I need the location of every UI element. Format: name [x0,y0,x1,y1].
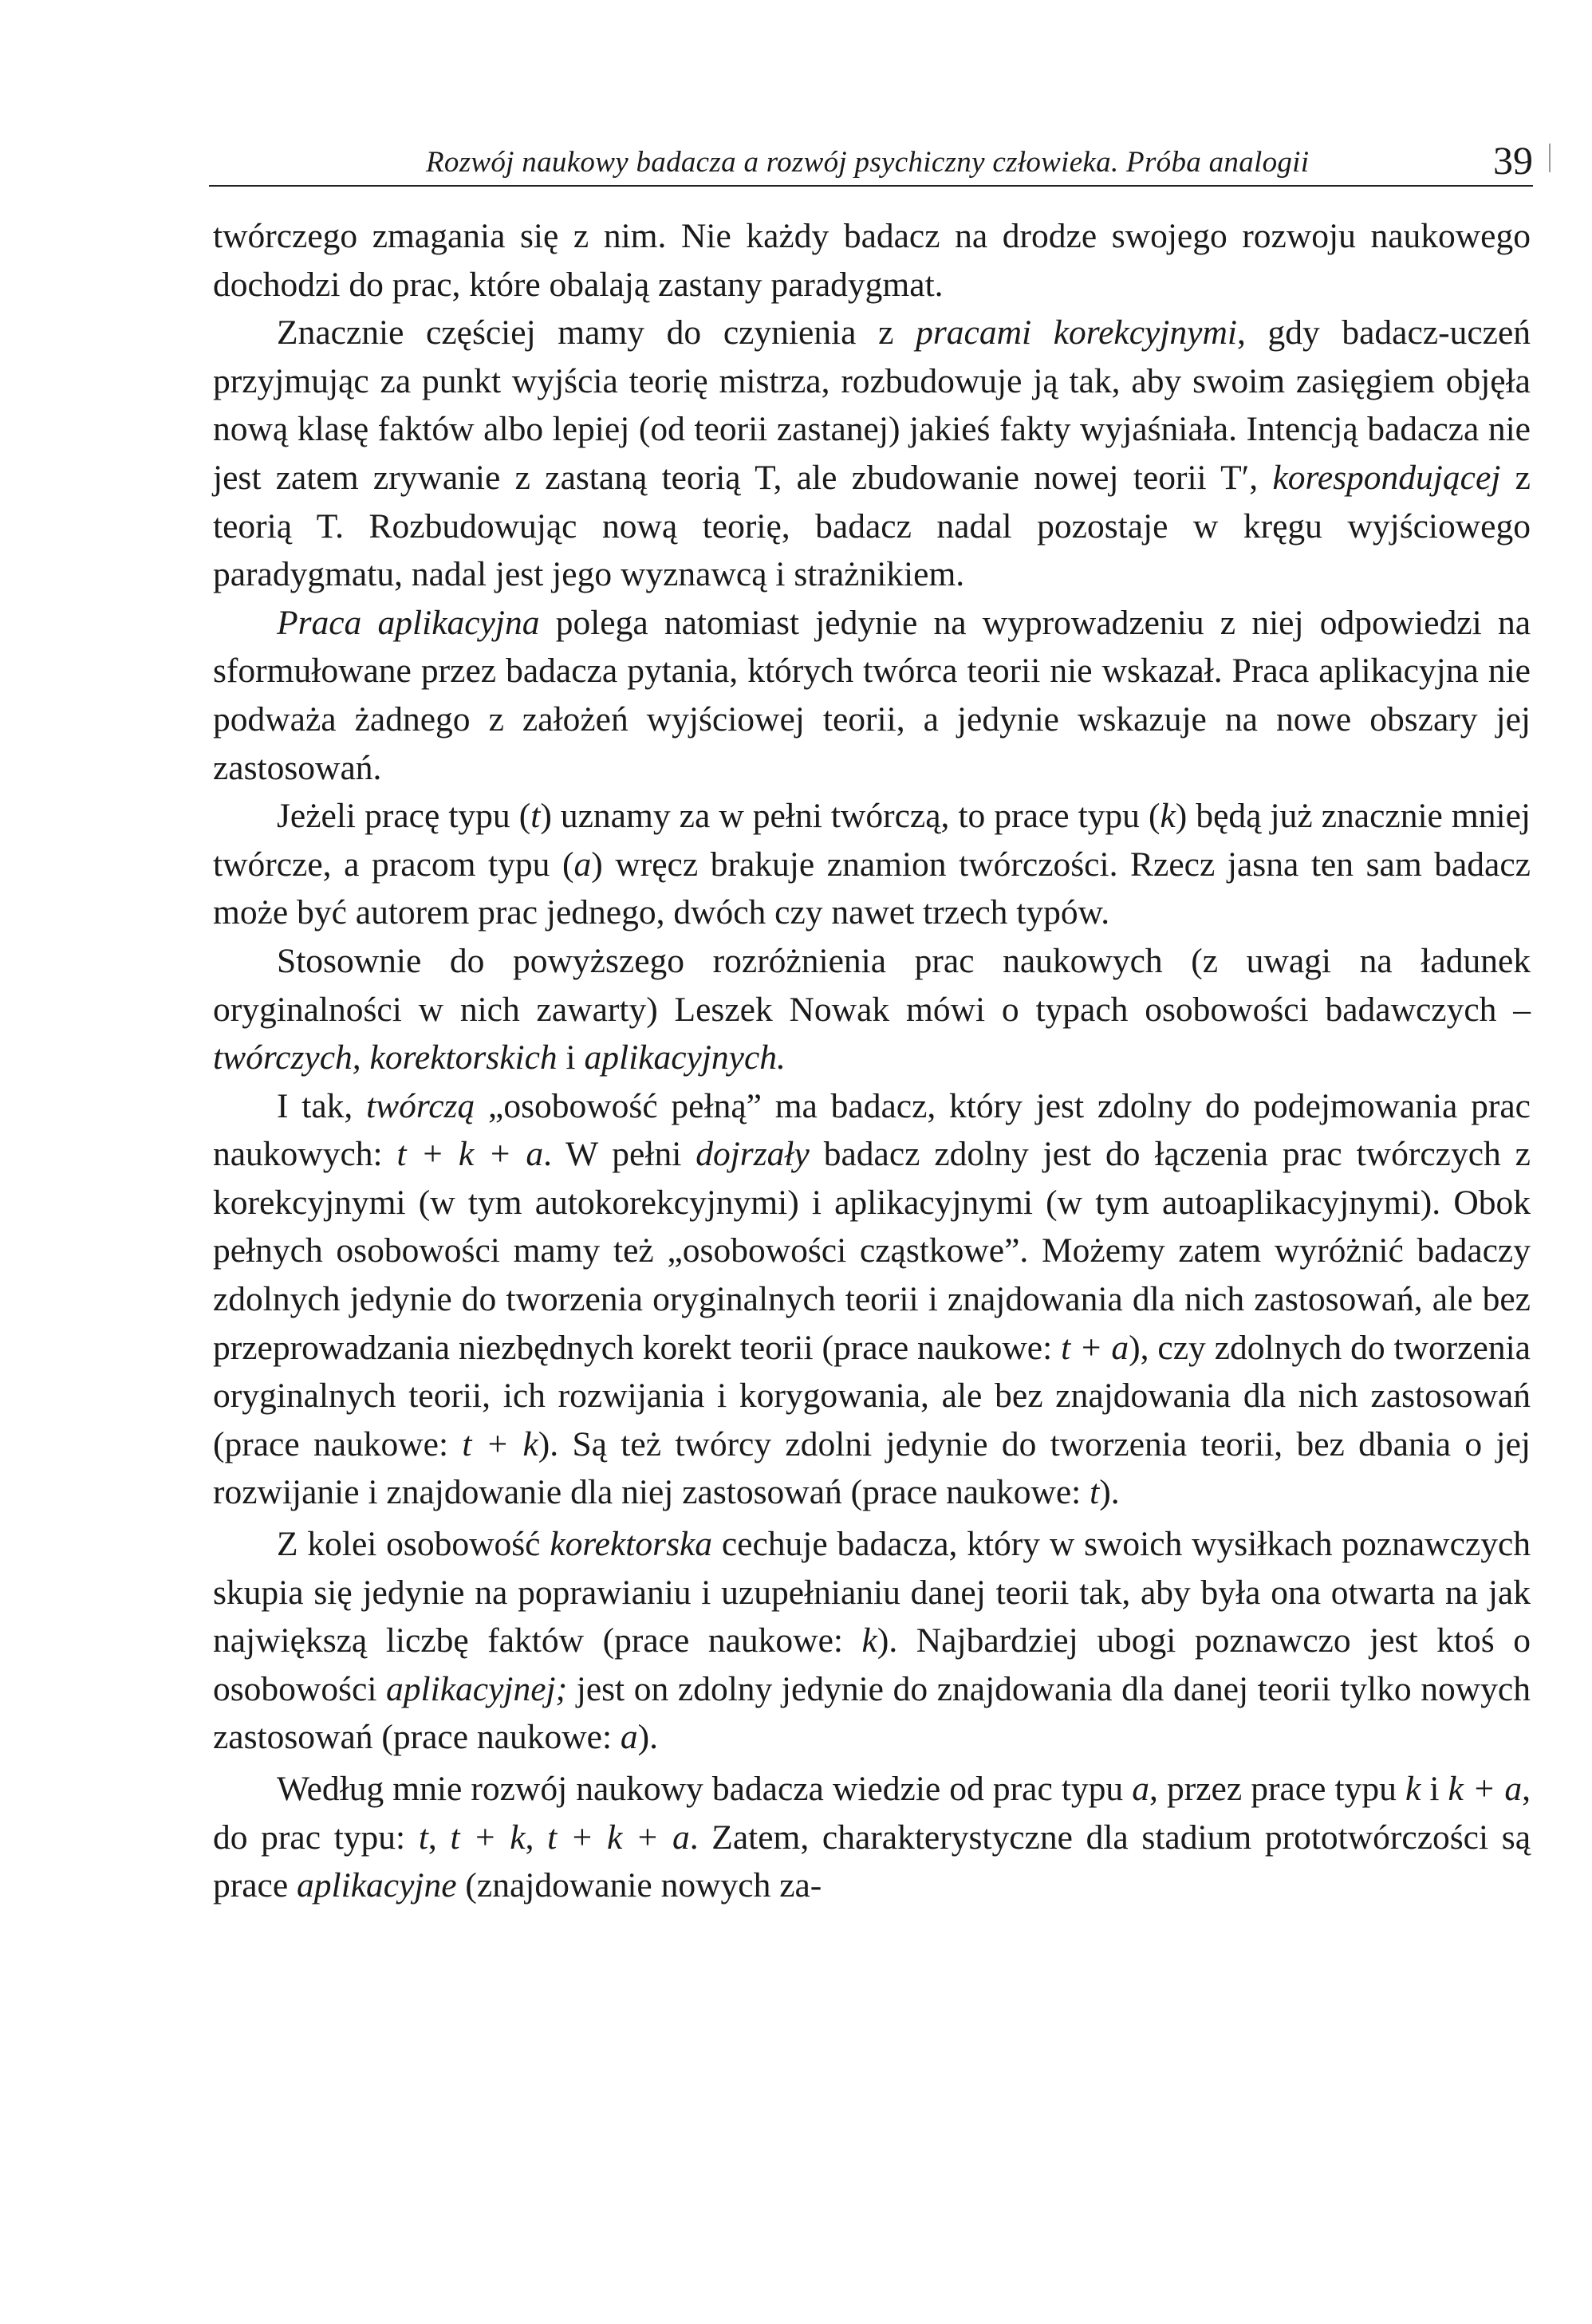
italic-text: a [1132,1770,1150,1808]
italic-text: a [620,1718,638,1757]
text-run: Jeżeli pracę typu ( [277,797,531,836]
text-run: i [557,1038,585,1077]
italic-text: t + k + a [547,1818,690,1857]
text-run: ), czy zdolnych do tworzenia oryginalnych teorii, ich rozwijania i korygowania, ale bez znajdowania dla nich zastosowań (prace naukowe: [213,1328,1531,1463]
text-run: ). [637,1718,659,1757]
italic-text: aplikacyjnych. [584,1038,786,1077]
italic-text: korektorska [550,1525,713,1564]
italic-text: Praca aplikacyjna [277,603,540,642]
italic-text: korespondującej [1272,458,1501,497]
paragraph [213,1520,1531,1762]
italic-text: twórczą [366,1086,475,1125]
text-run: , [428,1818,451,1857]
text-run: „osobowość pełną” ma badacz, który jest zdolny do podejmowania prac naukowych: [213,1086,1531,1174]
text-run: badacz zdolny jest do łączenia prac twórczych z korekcyjnymi (w tym autokorekcyjnymi) i aplikacyjnymi (w tym autoaplikacyjnymi). Obok pełnych osobowości mamy też „osobowości cząstkowe”. Możemy zatem wyróżnić badaczy zdolnych jedynie do tworzenia oryginalnych teorii i znajdowania dla nich zastosowań, ale bez przeprowadzania niezbędnych korekt teorii (prace naukowe: [213,1135,1531,1367]
text-run: twórczego zmagania się z nim. Nie każdy badacz na drodze swojego rozwoju naukowego dochodzi do prac, które obalają zastany paradygmat. [213,217,1531,304]
page-number: 39 [1493,138,1533,183]
text-run: ). [1099,1473,1120,1512]
italic-text: t + k [450,1818,526,1857]
text-run: . W pełni [543,1135,696,1174]
italic-text: t [418,1818,428,1857]
paragraph [213,212,1531,309]
text-run: Znacznie częściej mamy do czynienia z [277,313,916,353]
text-run: jest on zdolny jedynie do znajdowania dla danej teorii tylko nowych zastosowań (prace naukowe: [213,1669,1531,1757]
text-run: , gdy badacz-uczeń przyjmując za punkt wyjścia teorię mistrza, rozbudowuje ją tak, aby swoim zasięgiem objęła nową klasę faktów albo lepiej (od teorii zastanej) jakieś fakty wyjaśniała. Intencją badacza nie jest zatem zrywanie z zastaną teorią T, ale zbudowanie nowej teorii T′, [213,313,1531,497]
text-run: I tak, [277,1086,367,1125]
text-run: ) będą już znacznie mniej twórcze, a pracom typu ( [213,797,1531,884]
text-run: ). Najbardziej ubogi poznawczo jest ktoś o osobowości [213,1621,1531,1708]
text-run: , przez prace typu [1149,1770,1405,1808]
italic-text: k [1160,797,1176,836]
text-run: i [1421,1770,1448,1808]
italic-text: dojrzały [696,1135,810,1174]
italic-text: aplikacyjnej; [386,1669,568,1708]
italic-text: t + a [1061,1328,1129,1367]
italic-text: t + k [462,1424,538,1463]
text-run: cechuje badacza, który w swoich wysiłkach poznawczych skupia się jedynie na poprawianiu i uzupełnianiu danej teorii tak, aby była ona otwarta na jak największą liczbę faktów (prace naukowe: [213,1525,1531,1660]
italic-text: t [1090,1473,1100,1512]
text-run: Stosownie do powyższego rozróżnienia prac naukowych (z uwagi na ładunek oryginalności w nich zawarty) Leszek Nowak mówi o typach osobowości badawczych – [213,941,1531,1029]
italic-text: aplikacyjne [297,1866,457,1905]
paragraph [213,1765,1531,1910]
text-run: , [525,1818,548,1857]
text-run: (znajdowanie nowych za- [456,1866,822,1905]
running-head [209,137,1533,187]
italic-text: t [530,797,541,836]
paragraph [213,599,1531,792]
italic-text: k + a [1448,1770,1523,1808]
text-run: Z kolei osobowość [277,1525,550,1564]
text-run: ) wręcz brakuje znamion twórczości. Rzecz jasna ten sam badacz może być autorem prac jednego, dwóch czy nawet trzech typów. [213,845,1531,932]
italic-text: t + k + a [396,1135,544,1174]
italic-text: k [861,1621,877,1660]
italic-text: a [573,845,592,884]
body-text [213,212,1531,1910]
text-run: , do prac typu: [213,1770,1531,1857]
text-run: Według mnie rozwój naukowy badacza wiedzie od prac typu [277,1770,1133,1808]
paragraph [213,792,1531,937]
paragraph [213,937,1531,1082]
text-run: z teorią T. Rozbudowując nową teorię, badacz nadal pozostaje w kręgu wyjściowego paradygmatu, nadal jest jego wyznawcą i strażnikiem. [213,458,1531,594]
paragraph [213,309,1531,599]
text-run: polega natomiast jedynie na wyprowadzeniu z niej odpowiedzi na sformułowane przez badacza pytania, których twórca teorii nie wskazał. Praca aplikacyjna nie podważa żadnego z założeń wyjściowej teorii, a jedynie wskazuje na nowe obszary jej zastosowań. [213,603,1531,787]
text-run: . Zatem, charakterystyczne dla stadium prototwórczości są prace [213,1818,1531,1905]
page-edge-mark [1549,144,1551,172]
paragraph [213,1082,1531,1517]
italic-text: twórczych, korektorskich [213,1038,558,1077]
running-title: Rozwój naukowy badacza a rozwój psychiczny człowieka. Próba analogii [426,146,1310,179]
text-run: ). Są też twórcy zdolni jedynie do tworzenia teorii, bez dbania o jej rozwijanie i znajdowanie dla niej zastosowań (prace naukowe: [213,1424,1531,1512]
italic-text: pracami korekcyjnymi [916,313,1237,353]
text-run: ) uznamy za w pełni twórczą, to prace typu ( [540,797,1161,836]
italic-text: k [1405,1770,1421,1808]
